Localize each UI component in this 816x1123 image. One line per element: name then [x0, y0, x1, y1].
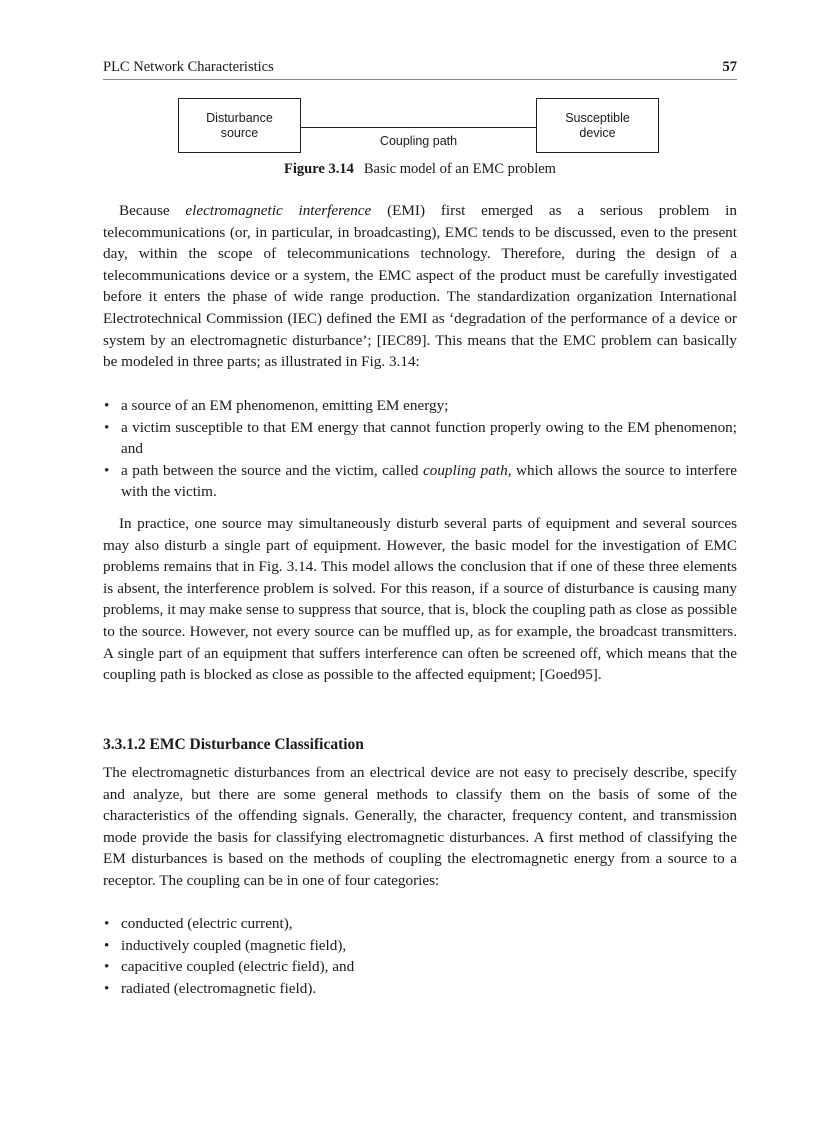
emphasis-term: coupling path	[422, 461, 508, 479]
box-label-line2: device	[579, 126, 616, 140]
paragraph-3	[103, 762, 737, 892]
paragraph-text: In practice, one source may simultaneously disturb several parts of equipment and several sources may also disturb a single part of equipment. However, the basic model for the investigation of EMC problems remains that in Fig. 3.14. This model allows the conclusion that if one of these three elements is absent, the interference problem is solved. For this reason, if a source of disturbance is causing many problems, it may make sense to suppress that source, that is, block the coupling path as close as possible to the source. However, not every source can be muffled up, as for example, the broadcast transmitters. A single part of an equipment that suffers interference can often be screened off, which means that the coupling path is blocked as close as possible to the affected equipment; [Goed95].	[103, 515, 737, 684]
list-item-text: capacitive coupled (electric field), and	[121, 958, 355, 976]
paragraph-1	[103, 200, 737, 373]
list-item-text: , which allows the source to interfere with the victim.	[121, 461, 737, 501]
bullet-icon: •	[104, 958, 110, 976]
list-item-text: conducted (electric current),	[121, 915, 293, 932]
list-item	[103, 935, 737, 957]
box-label-line2: source	[220, 126, 259, 140]
section-heading: 3.3.1.2 EMC Disturbance Classification	[103, 736, 364, 753]
figure-caption-text: Basic model of an EMC problem	[363, 161, 556, 177]
disturbance-source-box	[178, 98, 301, 153]
box-label-line1: Disturbance	[206, 111, 273, 125]
coupling-path-label: Coupling path	[379, 134, 458, 148]
running-title: PLC Network Characteristics	[103, 59, 274, 75]
page-number: 57	[722, 59, 737, 75]
running-header	[103, 59, 737, 80]
bullet-icon: •	[104, 979, 110, 997]
bullet-icon: •	[104, 461, 110, 479]
list-item	[103, 417, 737, 460]
list-item	[103, 913, 737, 935]
susceptible-device-box	[536, 98, 659, 153]
list-item-text: inductively coupled (magnetic field),	[121, 936, 347, 954]
list-item-text: a source of an EM phenomenon, emitting EM energy;	[121, 397, 449, 414]
bullet-list-model-parts	[103, 395, 737, 503]
list-item-text: a victim susceptible to that EM energy that cannot function properly owing to the EM phenomenon; and	[121, 418, 737, 458]
list-item	[103, 395, 737, 417]
emphasis-term: electromagnetic interference	[185, 202, 372, 219]
paragraph-text: The electromagnetic disturbances from an electrical device are not easy to precisely describe, specify and analyze, but there are some general methods to classify them on the basis of some of the characteristics of the offending signals. Generally, the character, frequency content, and transmission mode provide the basis for classifying electromagnetic disturbances. A first method of classifying the EM disturbances is based on the methods of coupling the electromagnetic energy from a source to a receptor. The coupling can be in one of four categories:	[103, 764, 737, 889]
list-item-text: a path between the source and the victim, called	[121, 461, 423, 479]
paragraph-2	[103, 513, 737, 686]
bullet-icon: •	[104, 936, 110, 954]
box-label-line1: Susceptible	[565, 111, 630, 125]
bullet-list-coupling-categories	[103, 913, 737, 999]
bullet-icon: •	[104, 915, 110, 932]
list-item	[103, 460, 737, 503]
list-item	[103, 978, 737, 1000]
text-run: (EMI) first emerged as a serious problem in telecommunications (or, in particular, in broadcasting), EMC tends to be discussed, even to the present day, within the scope of telecommunications technology. Therefore, during the design of a telecommunications device or a system, the EMC aspect of the product must be carefully investigated before it enters the phase of wide range production. The standardization organization International Electrotechnical Commission (IEC) defined the EMI as ‘degradation of the performance of a device or system by an electromagnetic disturbance’; [IEC89]. This means that the EMC problem can basically be modeled in three parts; as illustrated in Fig. 3.14:	[103, 202, 737, 371]
list-item	[103, 956, 737, 978]
coupling-path-line	[301, 127, 536, 128]
text-run: Because	[119, 202, 186, 219]
bullet-icon: •	[104, 418, 110, 436]
list-item-text: radiated (electromagnetic field).	[121, 979, 317, 997]
figure-caption	[103, 161, 737, 178]
figure-caption-label: Figure 3.14	[284, 161, 354, 177]
bullet-icon: •	[104, 397, 110, 414]
